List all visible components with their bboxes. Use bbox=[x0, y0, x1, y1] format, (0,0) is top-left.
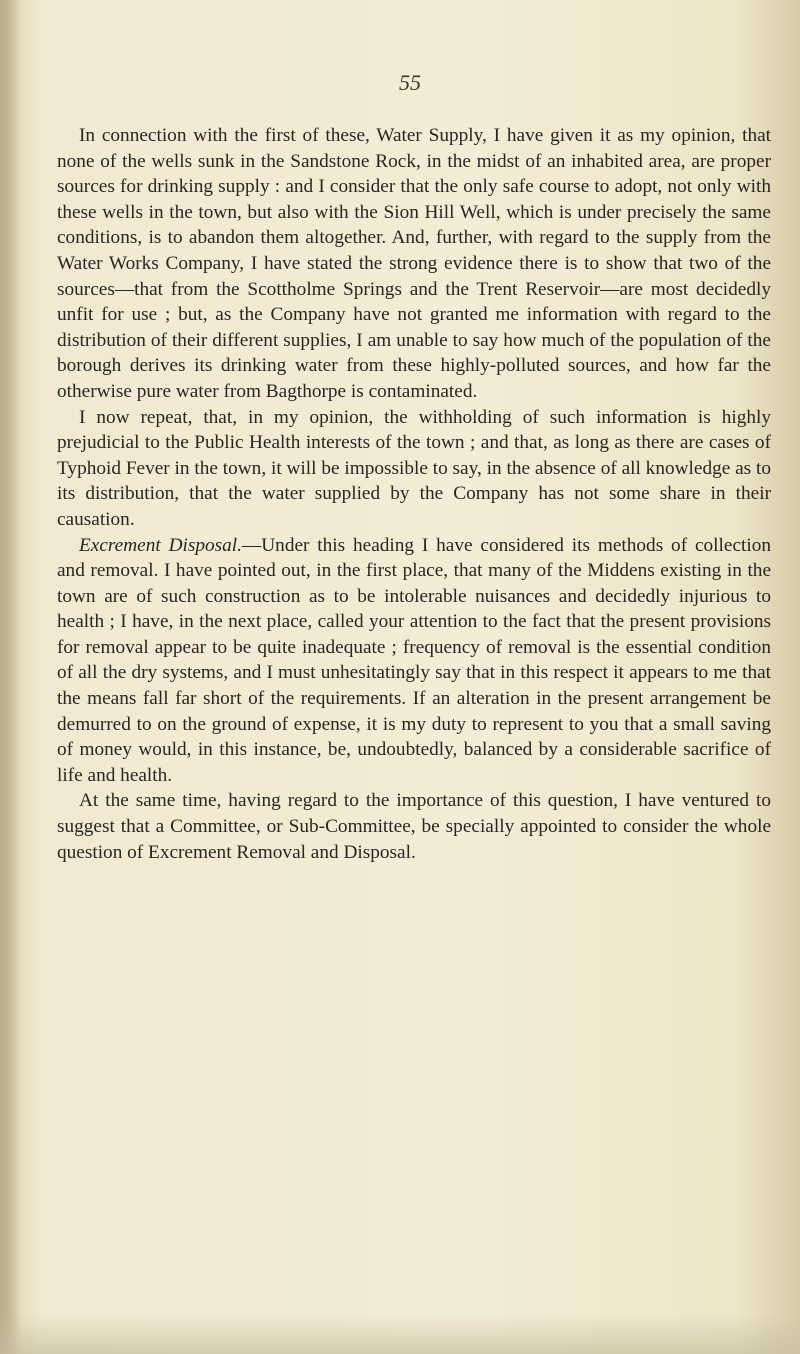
paragraph-excrement-disposal-text: —Under this heading I have considered its methods of collection and removal. I have pointed out, in the first place, that many of the Middens existing in the town are of such construction as to be intolerable nuisances and decidedly injurious to health ; I have, in the next place, called your attention to the fact that the present provisions for removal appear to be quite inadequate ; frequency of removal is the essential condition of all the dry systems, and I must unhesitatingly say that in this respect it appears to me that the means fall far short of the requirements. If an alteration in the present arrangement be demurred to on the ground of expense, it is my duty to represent to you that a small saving of money would, in this instance, be, undoubtedly, balanced by a considerable sacrifice of life and health. bbox=[57, 534, 771, 786]
paragraph-water-supply: In connection with the first of these, Water Supply, I have given it as my opinion, that none of the wells sunk in the Sandstone Rock, in the midst of an inhabited area, are proper sources for drinking supply : and I consider that the only safe course to adopt, not only with these wells in the town, but also with the Sion Hill Well, which is under precisely the same conditions, is to abandon them altogether. And, further, with regard to the supply from the Water Works Company, I have stated the strong evidence there is to show that two of the sources—that from the Scottholme Springs and the Trent Reservoir—are most decidedly unfit for use ; but, as the Company have not granted me information with regard to the distribution of their different supplies, I am unable to say how much of the population of the borough derives its drinking water from these highly-polluted sources, and how far the otherwise pure water from Bagthorpe is contaminated. bbox=[57, 125, 771, 402]
section-heading-excrement-disposal: Excrement Disposal. bbox=[79, 534, 242, 556]
page-edge-shadow bbox=[0, 0, 22, 1354]
paragraph-withholding-information: I now repeat, that, in my opinion, the withholding of such information is highly prejudicial to the Public Health interests of the town ; and that, as long as there are cases of Typhoid Fever in the town, it will be impossible to say, in the absence of all knowledge as to its distribution, that the water supplied by the Company has not some share in their causation. bbox=[57, 406, 771, 530]
body-text bbox=[57, 123, 771, 865]
paragraph-excrement-disposal bbox=[57, 533, 771, 789]
paragraph-committee-suggestion: At the same time, having regard to the importance of this question, I have ventured to suggest that a Committee, or Sub-Committee, be specially appointed to consider the whole question of Excrement Removal and Disposal. bbox=[57, 790, 771, 863]
page-bottom-shadow bbox=[0, 1314, 800, 1354]
page-number: 55 bbox=[399, 70, 421, 95]
